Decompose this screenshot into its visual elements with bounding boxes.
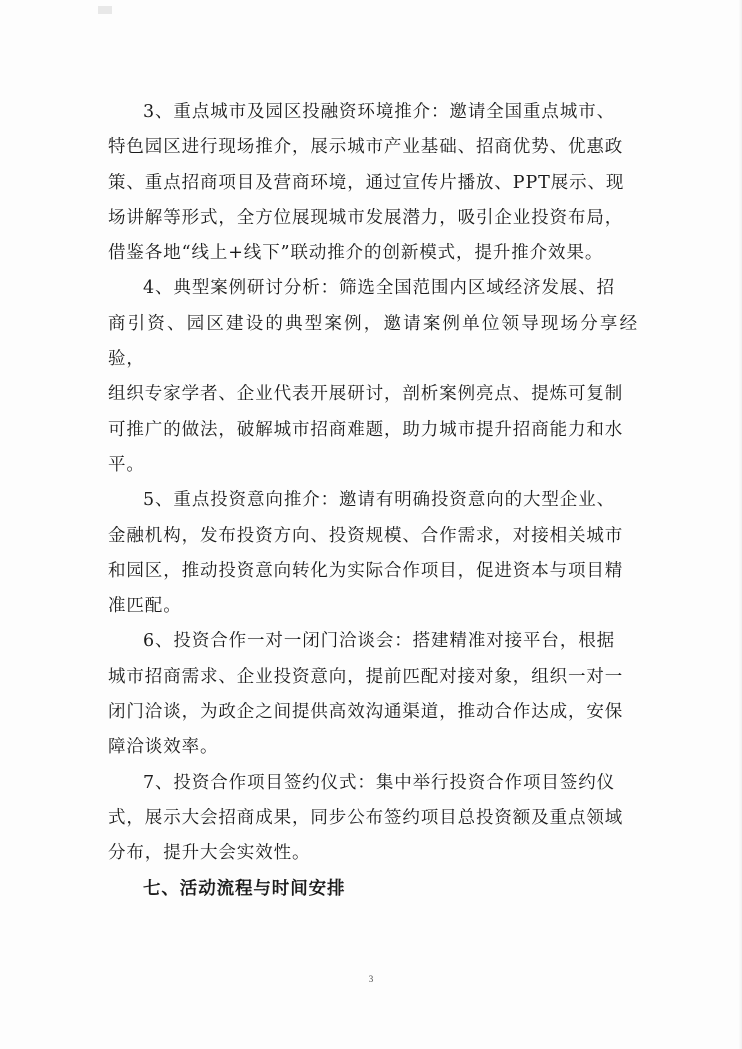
page-number: 3 xyxy=(368,974,374,984)
scan-mark xyxy=(98,6,112,14)
section-heading: 七、活动流程与时间安排 xyxy=(143,878,346,899)
paragraph-item-3: 3、重点城市及园区投融资环境推介：邀请全国重点城市、 特色园区进行现场推介，展示城市产业基础、招商优势、优惠政 策、重点招商项目及营商环境，通过宣传片播放、PPT展示、现 场讲解等形式，全方位展现城市发展潜力，吸引企业投资布局， 借鉴各地“线上+线下”联动推介的创新模式，提升推介效果。 xyxy=(108,102,625,264)
paragraph-item-4: 4、典型案例研讨分析：筛选全国范围内区域经济发展、招 商引资、园区建设的典型案例，邀请案例单位领导现场分享经验， 组织专家学者、企业代表开展研讨，剖析案例亮点、提炼可复制 可推广的做法，破解城市招商难题，助力城市提升招商能力和水 平。 xyxy=(108,278,638,475)
paragraph-item-6: 6、投资合作一对一闭门洽谈会：搭建精准对接平台，根据 城市招商需求、企业投资意向，提前匹配对接对象，组织一对一 闭门洽谈，为政企之间提供高效沟通渠道，推动合作达成，安保 障洽谈效率。 xyxy=(108,631,624,758)
document-body xyxy=(108,95,638,907)
page-edge-shadow xyxy=(738,0,742,1049)
paragraph-item-5: 5、重点投资意向推介：邀请有明确投资意向的大型企业、 金融机构，发布投资方向、投资规模、合作需求，对接相关城市 和园区，推动投资意向转化为实际合作项目，促进资本与项目精 准匹配。 xyxy=(108,490,624,617)
paragraph-item-7: 7、投资合作项目签约仪式：集中举行投资合作项目签约仪 式，展示大会招商成果，同步公布签约项目总投资额及重点领域 分布，提升大会实效性。 xyxy=(108,772,624,864)
